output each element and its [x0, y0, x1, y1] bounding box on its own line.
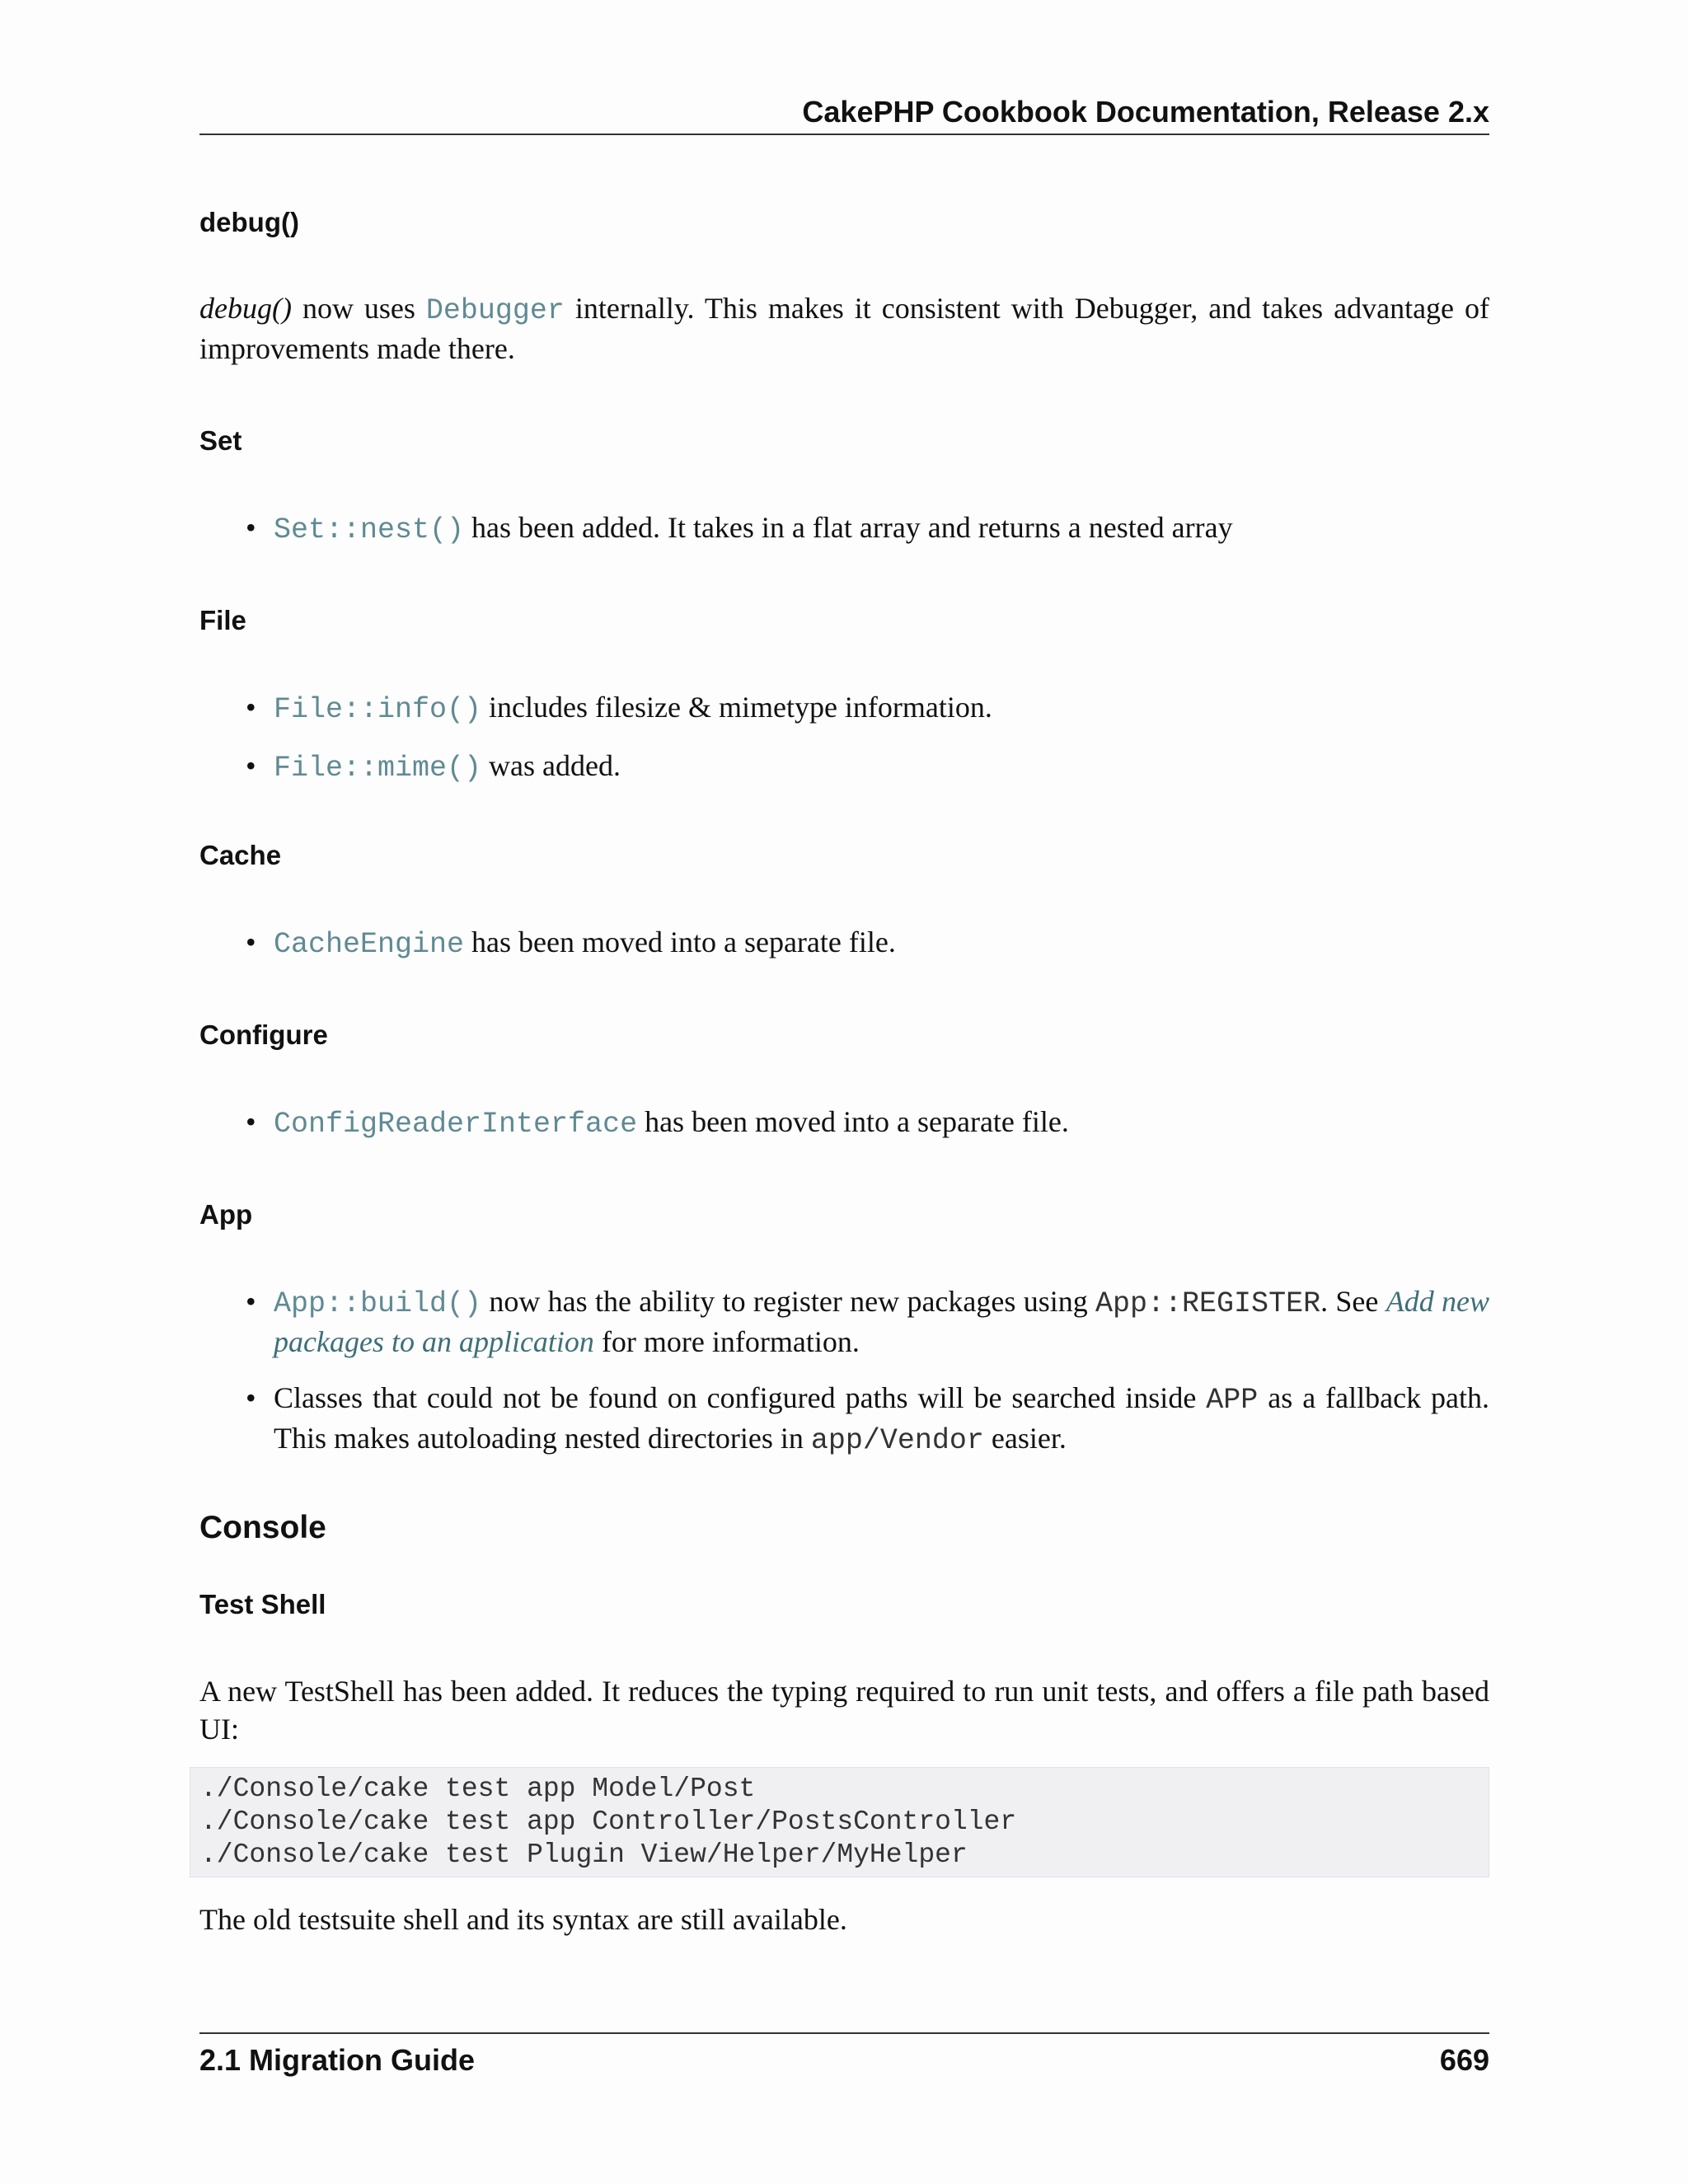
text-span: now has the ability to register new packages using [481, 1285, 1096, 1318]
file-mime-link[interactable]: File::mime() [274, 752, 482, 785]
text-span: internally. This makes it consistent with Debugger, and takes advantage of improvements made there. [199, 292, 1489, 365]
page-number: 669 [1439, 2043, 1489, 2077]
app-list [199, 1282, 1489, 1460]
heading-app: App [199, 1199, 253, 1230]
cache-list [199, 923, 1489, 963]
bullet-icon: • [246, 749, 256, 782]
heading-configure: Configure [199, 1019, 328, 1050]
cache-engine-link[interactable]: CacheEngine [274, 928, 465, 961]
file-list [199, 688, 1489, 787]
bullet-icon: • [246, 1105, 256, 1138]
heading-console: Console [199, 1510, 326, 1545]
heading-set: Set [199, 425, 242, 456]
configure-list [199, 1103, 1489, 1143]
bullet-icon: • [246, 691, 256, 724]
text-span: has been added. It takes in a flat array and returns a nested array [464, 511, 1233, 544]
debug-emphasis: debug() [199, 292, 292, 325]
list-item [199, 688, 1489, 729]
text-span: easier. [983, 1422, 1067, 1455]
debugger-link[interactable]: Debugger [425, 294, 565, 327]
running-footer [199, 2032, 1489, 2080]
list-item [199, 1103, 1489, 1143]
list-item [199, 1282, 1489, 1361]
bullet-icon: • [246, 926, 256, 958]
heading-cache: Cache [199, 840, 282, 870]
bullet-icon: • [246, 511, 256, 544]
list-item [199, 747, 1489, 787]
test-shell-after-paragraph: The old testsuite shell and its syntax are still available. [199, 1903, 847, 1936]
text-span: . See [1320, 1285, 1386, 1318]
text-span: now uses [291, 292, 426, 325]
test-shell-paragraph: A new TestShell has been added. It reduces the typing required to run unit tests, and offers a file path based UI: [199, 1675, 1489, 1746]
text-span: as a fallback path. This makes autoloading nested directories in [274, 1381, 1490, 1455]
heading-file: File [199, 605, 246, 635]
app-build-link[interactable]: App::build() [274, 1287, 482, 1320]
text-span: was added. [481, 749, 621, 782]
list-item [199, 509, 1489, 549]
set-list [199, 509, 1489, 549]
text-span: for more information. [593, 1325, 860, 1358]
heading-debug: debug() [199, 207, 299, 237]
text-span: includes filesize & mimetype information. [481, 691, 992, 724]
app-register-literal: App::REGISTER [1095, 1287, 1321, 1320]
running-header: CakePHP Cookbook Documentation, Release 2.x [199, 92, 1489, 135]
text-span: has been moved into a separate file. [464, 926, 896, 958]
file-info-link[interactable]: File::info() [274, 693, 482, 726]
config-reader-interface-link[interactable]: ConfigReaderInterface [274, 1108, 638, 1141]
list-item [199, 923, 1489, 963]
debug-paragraph [199, 289, 1489, 368]
bullet-icon: • [246, 1381, 256, 1414]
text-span: Classes that could not be found on configured paths will be searched inside [274, 1381, 1207, 1414]
text-span: has been moved into a separate file. [637, 1105, 1069, 1138]
app-vendor-literal: app/Vendor [810, 1424, 984, 1457]
heading-test-shell: Test Shell [199, 1589, 326, 1619]
set-nest-link[interactable]: Set::nest() [274, 513, 465, 546]
list-item [199, 1379, 1489, 1460]
add-new-packages-link[interactable]: Add new packages to an application [274, 1285, 1489, 1358]
bullet-icon: • [246, 1285, 256, 1318]
app-literal: APP [1206, 1384, 1259, 1417]
code-block: ./Console/cake test app Model/Post ./Console/cake test app Controller/PostsController ./Console/cake test Plugin View/Helper/MyHelper [190, 1767, 1489, 1877]
footer-section-title: 2.1 Migration Guide [199, 2043, 476, 2077]
